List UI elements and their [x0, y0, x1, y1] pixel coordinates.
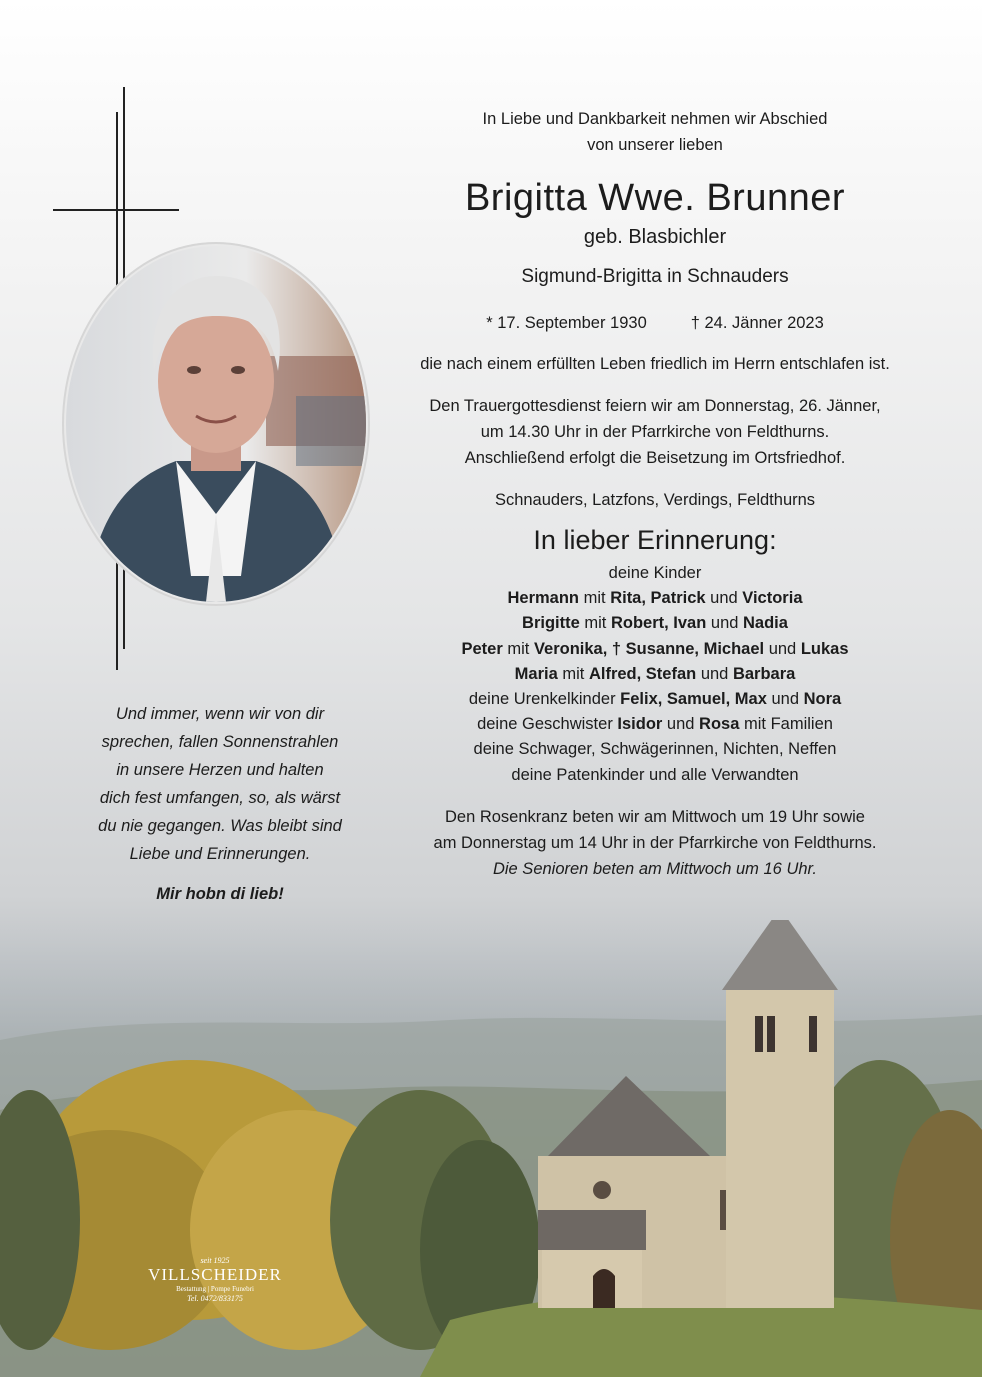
relatives-text: und: [705, 589, 743, 608]
relatives-text: mit: [579, 614, 611, 633]
passed-text: die nach einem erfüllten Leben friedlich im Herrn entschlafen ist.: [420, 355, 890, 373]
quote-line: du nie gegangen. Was bleibt sind: [98, 817, 342, 835]
intro-line: von unserer lieben: [587, 136, 723, 154]
relatives-text: und: [764, 639, 801, 658]
quote-line: Und immer, wenn wir von dir: [115, 705, 325, 723]
places: Schnauders, Latzfons, Verdings, Feldthurns: [494, 491, 816, 509]
logo-phone: Tel. 0472/833175: [187, 1294, 243, 1303]
relatives-line: [390, 637, 920, 662]
relative-name: Maria: [514, 664, 558, 683]
logo-brand: VILLSCHEIDER: [148, 1265, 282, 1284]
memory-title: In lieber Erinnerung:: [533, 525, 777, 555]
children-label: deine Kinder: [608, 564, 702, 582]
relatives-line: [390, 662, 920, 687]
relatives-text: und: [766, 690, 804, 709]
relative-name: Nora: [803, 690, 842, 709]
seniors-line: Die Senioren beten am Mittwoch um 16 Uhr.: [492, 859, 818, 878]
relative-name: Nadia: [743, 614, 788, 633]
portrait-photo: [62, 242, 370, 606]
relatives-line: [390, 712, 920, 737]
birth-date: * 17. September 1930: [486, 314, 647, 332]
quote: [80, 700, 360, 908]
quote-line: sprechen, fallen Sonnenstrahlen: [101, 733, 339, 751]
funeral-home-logo: [140, 1256, 290, 1304]
deceased-name: Brigitta Wwe. Brunner: [464, 177, 846, 219]
relatives-line: [390, 763, 920, 788]
relatives-text: deine Schwager, Schwägerinnen, Nichten, Neffen: [473, 740, 837, 759]
rosary-line: am Donnerstag um 14 Uhr in der Pfarrkirche von Feldthurns.: [433, 833, 877, 852]
obituary-text: [390, 106, 920, 882]
relative-name: Lukas: [800, 639, 849, 658]
relatives-text: und: [662, 715, 700, 734]
life-dates: [390, 314, 920, 333]
relative-name: Rosa: [699, 715, 740, 734]
relative-name: Isidor: [617, 715, 663, 734]
logo-subtitle: Bestattung | Pompe Funebri: [176, 1285, 254, 1293]
relatives-line: [390, 687, 920, 712]
relatives-text: deine Geschwister: [477, 715, 618, 734]
birth-name: geb. Blasbichler: [583, 226, 727, 248]
quote-line: dich fest umfangen, so, als wärst: [99, 789, 341, 807]
logo-since: seit 1925: [200, 1256, 230, 1265]
relatives-text: mit: [502, 639, 534, 658]
relatives-line: [390, 611, 920, 636]
intro-line: In Liebe und Dankbarkeit nehmen wir Abschied: [482, 110, 828, 128]
service-line: um 14.30 Uhr in der Pfarrkirche von Feldthurns.: [480, 423, 830, 441]
house-name: Sigmund-Brigitta in Schnauders: [521, 266, 789, 287]
relative-name: Hermann: [507, 589, 580, 608]
intro: [390, 106, 920, 158]
relatives-text: und: [696, 664, 733, 683]
relatives-list: [390, 586, 920, 788]
relatives-text: und: [706, 614, 744, 633]
quote-line: Liebe und Erinnerungen.: [129, 845, 311, 863]
relative-name: Rita, Patrick: [610, 589, 706, 608]
relatives-text: mit: [579, 589, 611, 608]
cross-icon-crossbar: [53, 209, 179, 211]
death-date: † 24. Jänner 2023: [690, 314, 824, 332]
relative-name: Veronika, † Susanne, Michael: [533, 639, 765, 658]
relatives-line: [390, 586, 920, 611]
rosary-line: Den Rosenkranz beten wir am Mittwoch um 19 Uhr sowie: [444, 807, 865, 826]
relative-name: Barbara: [732, 664, 796, 683]
relatives-text: mit: [557, 664, 589, 683]
quote-signature: Mir hobn di lieb!: [156, 885, 284, 903]
relative-name: Peter: [461, 639, 503, 658]
relative-name: Victoria: [742, 589, 803, 608]
service-line: Anschließend erfolgt die Beisetzung im Ortsfriedhof.: [464, 449, 846, 467]
relative-name: Alfred, Stefan: [588, 664, 697, 683]
relative-name: Robert, Ivan: [610, 614, 707, 633]
relatives-text: mit Familien: [739, 715, 833, 734]
landscape-church-image: [0, 920, 982, 1377]
quote-line: in unsere Herzen und halten: [116, 761, 324, 779]
relative-name: Brigitte: [522, 614, 580, 633]
service-line: Den Trauergottesdienst feiern wir am Donnerstag, 26. Jänner,: [429, 397, 881, 415]
relatives-text: deine Urenkelkinder: [468, 690, 621, 709]
relatives-text: deine Patenkinder und alle Verwandten: [511, 765, 799, 784]
relatives-line: [390, 737, 920, 762]
relative-name: Felix, Samuel, Max: [620, 690, 767, 709]
